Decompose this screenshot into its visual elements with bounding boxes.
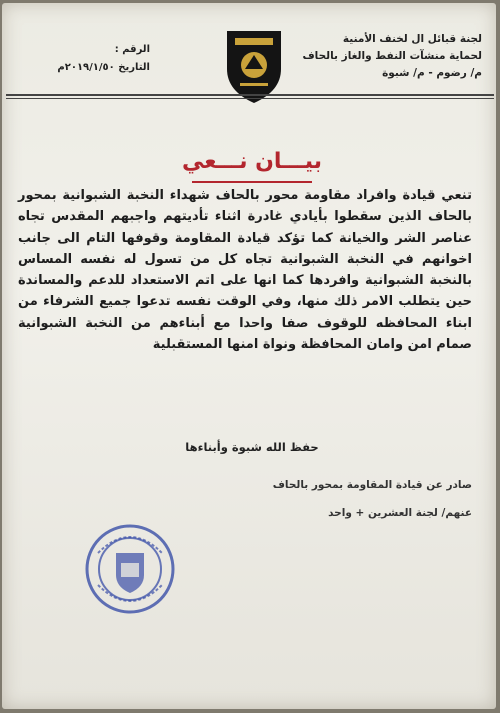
emblem-logo (223, 25, 285, 105)
reference-number-label: الرقم : (114, 44, 150, 55)
org-subtitle-line: لحماية منشآت النفط والغاز بالحاف (302, 50, 482, 62)
header-divider-thin (6, 98, 494, 99)
document-date: التاريخ ٢٠١٩/١/٥٠م (57, 62, 150, 73)
issued-by-line: صادر عن قيادة المقاومة بمحور بالحاف (272, 479, 472, 491)
organization-header (292, 31, 482, 82)
reference-block (30, 41, 150, 77)
title-underline (192, 181, 312, 183)
statement-body: تنعي قيادة وافراد مقاومة محور بالحاف شهداء النخبة الشبوانية بمحور بالحاف الذين سقطوا بأيادي غادرة اثناء تأديتهم واجبهم المقدس تجاه عناصر الشر والخيانة كما تؤكد قيادة المقاومة وقوفها التام الى جانب اخوانهم في النخبة الشبوانية تجاه كل من تسول له نفسه المساس بالنخبة الشبوانية وافردها كما انها على اتم الاستعداد للدعم والمساندة حين يتطلب الامر ذلك منها، وفي الوقت نفسه تدعوا جميع الشرفاء من ابناء المحافظه للوقوف صفا واحدا مع أبناءهم من النخبة الشبوانية صمام امن وامان المحافظة ونواة امنها المستقبلية (18, 188, 472, 353)
org-name-line: لجنة قبائل ال لخنف الأمنية (342, 33, 482, 45)
org-location-line: م/ رضوم - م/ شبوة (382, 67, 482, 79)
closing-prayer: حفظ الله شبوة وأبناءها (185, 440, 319, 454)
header-divider (6, 94, 494, 96)
on-behalf-line: عنهم/ لجنة العشرين + واحد (328, 507, 472, 519)
issuer-block (152, 471, 472, 527)
letter-paper (2, 3, 496, 709)
statement-title: بيـــان نـــعي (182, 149, 322, 174)
official-stamp (84, 523, 176, 615)
